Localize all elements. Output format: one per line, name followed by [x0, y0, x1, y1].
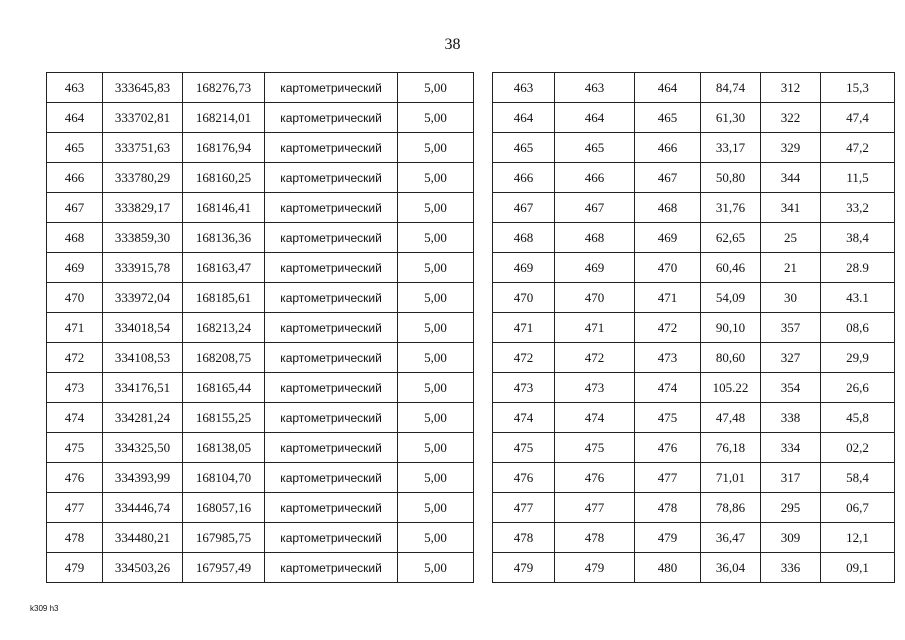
from-point-cell: 468: [555, 223, 635, 253]
y-coordinate-cell: 168136,36: [183, 223, 265, 253]
table-row: [47, 163, 474, 193]
from-point-cell: 478: [555, 523, 635, 553]
y-coordinate-cell: 168155,25: [183, 403, 265, 433]
point-number-cell: 471: [47, 313, 103, 343]
table-row: [47, 313, 474, 343]
x-coordinate-cell: 334018,54: [103, 313, 183, 343]
point-number-cell: 475: [47, 433, 103, 463]
table-row: [47, 523, 474, 553]
method-cell: картометрический: [265, 103, 398, 133]
y-coordinate-cell: 168208,75: [183, 343, 265, 373]
table-row: [493, 283, 895, 313]
length-cell: 47,48: [701, 403, 761, 433]
angle-degrees-cell: 309: [761, 523, 821, 553]
accuracy-cell: 5,00: [398, 313, 474, 343]
accuracy-cell: 5,00: [398, 193, 474, 223]
x-coordinate-cell: 334480,21: [103, 523, 183, 553]
table-row: [493, 253, 895, 283]
point-number-cell: 469: [47, 253, 103, 283]
table-row: [47, 463, 474, 493]
from-point-cell: 469: [555, 253, 635, 283]
row-number-cell: 473: [493, 373, 555, 403]
row-number-cell: 478: [493, 523, 555, 553]
from-point-cell: 464: [555, 103, 635, 133]
method-cell: картометрический: [265, 553, 398, 583]
table-row: [493, 523, 895, 553]
table-row: [493, 463, 895, 493]
angle-minutes-cell: 11,5: [821, 163, 895, 193]
row-number-cell: 469: [493, 253, 555, 283]
method-cell: картометрический: [265, 73, 398, 103]
to-point-cell: 478: [635, 493, 701, 523]
length-cell: 76,18: [701, 433, 761, 463]
from-point-cell: 467: [555, 193, 635, 223]
length-cell: 54,09: [701, 283, 761, 313]
table-row: [47, 133, 474, 163]
method-cell: картометрический: [265, 433, 398, 463]
angle-degrees-cell: 322: [761, 103, 821, 133]
from-point-cell: 476: [555, 463, 635, 493]
point-number-cell: 479: [47, 553, 103, 583]
angle-degrees-cell: 30: [761, 283, 821, 313]
x-coordinate-cell: 333972,04: [103, 283, 183, 313]
angle-degrees-cell: 354: [761, 373, 821, 403]
point-number-cell: 477: [47, 493, 103, 523]
row-number-cell: 465: [493, 133, 555, 163]
y-coordinate-cell: 168160,25: [183, 163, 265, 193]
angle-degrees-cell: 295: [761, 493, 821, 523]
accuracy-cell: 5,00: [398, 253, 474, 283]
angle-minutes-cell: 29,9: [821, 343, 895, 373]
method-cell: картометрический: [265, 343, 398, 373]
to-point-cell: 467: [635, 163, 701, 193]
table-row: [47, 373, 474, 403]
table-row: [47, 193, 474, 223]
angle-degrees-cell: 338: [761, 403, 821, 433]
to-point-cell: 472: [635, 313, 701, 343]
row-number-cell: 475: [493, 433, 555, 463]
y-coordinate-cell: 167957,49: [183, 553, 265, 583]
table-row: [47, 253, 474, 283]
accuracy-cell: 5,00: [398, 103, 474, 133]
x-coordinate-cell: 333859,30: [103, 223, 183, 253]
to-point-cell: 471: [635, 283, 701, 313]
table-row: [493, 313, 895, 343]
length-cell: 61,30: [701, 103, 761, 133]
point-number-cell: 473: [47, 373, 103, 403]
method-cell: картометрический: [265, 463, 398, 493]
table-row: [47, 553, 474, 583]
point-number-cell: 478: [47, 523, 103, 553]
y-coordinate-cell: 168176,94: [183, 133, 265, 163]
table-row: [47, 403, 474, 433]
method-cell: картометрический: [265, 493, 398, 523]
from-point-cell: 466: [555, 163, 635, 193]
method-cell: картометрический: [265, 163, 398, 193]
table-row: [493, 223, 895, 253]
y-coordinate-cell: 168214,01: [183, 103, 265, 133]
table-row: [493, 403, 895, 433]
angle-minutes-cell: 12,1: [821, 523, 895, 553]
point-number-cell: 474: [47, 403, 103, 433]
angle-degrees-cell: 21: [761, 253, 821, 283]
accuracy-cell: 5,00: [398, 163, 474, 193]
table-row: [47, 223, 474, 253]
x-coordinate-cell: 334281,24: [103, 403, 183, 433]
to-point-cell: 469: [635, 223, 701, 253]
length-cell: 36,04: [701, 553, 761, 583]
point-number-cell: 470: [47, 283, 103, 313]
accuracy-cell: 5,00: [398, 133, 474, 163]
angle-degrees-cell: 25: [761, 223, 821, 253]
table-row: [47, 433, 474, 463]
x-coordinate-cell: 334325,50: [103, 433, 183, 463]
table-row: [493, 553, 895, 583]
row-number-cell: 464: [493, 103, 555, 133]
point-number-cell: 464: [47, 103, 103, 133]
y-coordinate-cell: 168165,44: [183, 373, 265, 403]
from-point-cell: 477: [555, 493, 635, 523]
accuracy-cell: 5,00: [398, 283, 474, 313]
length-cell: 80,60: [701, 343, 761, 373]
row-number-cell: 471: [493, 313, 555, 343]
point-number-cell: 468: [47, 223, 103, 253]
angle-degrees-cell: 336: [761, 553, 821, 583]
to-point-cell: 477: [635, 463, 701, 493]
accuracy-cell: 5,00: [398, 433, 474, 463]
table-row: [493, 493, 895, 523]
length-cell: 33,17: [701, 133, 761, 163]
y-coordinate-cell: 168146,41: [183, 193, 265, 223]
y-coordinate-cell: 168057,16: [183, 493, 265, 523]
accuracy-cell: 5,00: [398, 73, 474, 103]
angle-minutes-cell: 43.1: [821, 283, 895, 313]
accuracy-cell: 5,00: [398, 493, 474, 523]
method-cell: картометрический: [265, 193, 398, 223]
angle-minutes-cell: 08,6: [821, 313, 895, 343]
angle-minutes-cell: 26,6: [821, 373, 895, 403]
table-row: [493, 133, 895, 163]
method-cell: картометрический: [265, 373, 398, 403]
y-coordinate-cell: 167985,75: [183, 523, 265, 553]
angle-degrees-cell: 327: [761, 343, 821, 373]
point-number-cell: 463: [47, 73, 103, 103]
row-number-cell: 463: [493, 73, 555, 103]
accuracy-cell: 5,00: [398, 403, 474, 433]
row-number-cell: 472: [493, 343, 555, 373]
row-number-cell: 479: [493, 553, 555, 583]
angle-minutes-cell: 58,4: [821, 463, 895, 493]
table-row: [47, 343, 474, 373]
footer-code: k309 h3: [30, 604, 59, 613]
angle-minutes-cell: 15,3: [821, 73, 895, 103]
method-cell: картометрический: [265, 253, 398, 283]
length-cell: 78,86: [701, 493, 761, 523]
angle-degrees-cell: 334: [761, 433, 821, 463]
table-row: [47, 283, 474, 313]
table-row: [47, 493, 474, 523]
table-row: [493, 73, 895, 103]
x-coordinate-cell: 333751,63: [103, 133, 183, 163]
from-point-cell: 473: [555, 373, 635, 403]
point-number-cell: 465: [47, 133, 103, 163]
length-cell: 84,74: [701, 73, 761, 103]
angle-degrees-cell: 357: [761, 313, 821, 343]
table-row: [493, 343, 895, 373]
x-coordinate-cell: 334446,74: [103, 493, 183, 523]
angle-minutes-cell: 06,7: [821, 493, 895, 523]
angle-minutes-cell: 33,2: [821, 193, 895, 223]
method-cell: картометрический: [265, 283, 398, 313]
row-number-cell: 474: [493, 403, 555, 433]
accuracy-cell: 5,00: [398, 463, 474, 493]
x-coordinate-cell: 333915,78: [103, 253, 183, 283]
accuracy-cell: 5,00: [398, 523, 474, 553]
angle-minutes-cell: 09,1: [821, 553, 895, 583]
x-coordinate-cell: 333829,17: [103, 193, 183, 223]
length-cell: 90,10: [701, 313, 761, 343]
angle-minutes-cell: 28.9: [821, 253, 895, 283]
from-point-cell: 471: [555, 313, 635, 343]
table-row: [493, 163, 895, 193]
to-point-cell: 480: [635, 553, 701, 583]
row-number-cell: 467: [493, 193, 555, 223]
to-point-cell: 466: [635, 133, 701, 163]
to-point-cell: 473: [635, 343, 701, 373]
point-number-cell: 466: [47, 163, 103, 193]
length-cell: 36,47: [701, 523, 761, 553]
from-point-cell: 479: [555, 553, 635, 583]
table-row: [47, 73, 474, 103]
to-point-cell: 475: [635, 403, 701, 433]
table-row: [493, 373, 895, 403]
from-point-cell: 475: [555, 433, 635, 463]
length-cell: 71,01: [701, 463, 761, 493]
row-number-cell: 476: [493, 463, 555, 493]
x-coordinate-cell: 334176,51: [103, 373, 183, 403]
angle-degrees-cell: 341: [761, 193, 821, 223]
length-cell: 50,80: [701, 163, 761, 193]
from-point-cell: 474: [555, 403, 635, 433]
angle-minutes-cell: 38,4: [821, 223, 895, 253]
x-coordinate-cell: 334503,26: [103, 553, 183, 583]
y-coordinate-cell: 168185,61: [183, 283, 265, 313]
to-point-cell: 476: [635, 433, 701, 463]
angle-degrees-cell: 344: [761, 163, 821, 193]
x-coordinate-cell: 334393,99: [103, 463, 183, 493]
accuracy-cell: 5,00: [398, 553, 474, 583]
x-coordinate-cell: 333702,81: [103, 103, 183, 133]
length-cell: 31,76: [701, 193, 761, 223]
point-number-cell: 467: [47, 193, 103, 223]
row-number-cell: 468: [493, 223, 555, 253]
y-coordinate-cell: 168138,05: [183, 433, 265, 463]
table-row: [493, 433, 895, 463]
y-coordinate-cell: 168213,24: [183, 313, 265, 343]
accuracy-cell: 5,00: [398, 223, 474, 253]
row-number-cell: 477: [493, 493, 555, 523]
from-point-cell: 463: [555, 73, 635, 103]
x-coordinate-cell: 334108,53: [103, 343, 183, 373]
to-point-cell: 474: [635, 373, 701, 403]
from-point-cell: 472: [555, 343, 635, 373]
to-point-cell: 470: [635, 253, 701, 283]
point-number-cell: 472: [47, 343, 103, 373]
x-coordinate-cell: 333780,29: [103, 163, 183, 193]
angle-degrees-cell: 317: [761, 463, 821, 493]
method-cell: картометрический: [265, 313, 398, 343]
table-row: [493, 103, 895, 133]
page-number: 38: [444, 36, 461, 53]
method-cell: картометрический: [265, 223, 398, 253]
angle-minutes-cell: 47,4: [821, 103, 895, 133]
coordinates-table: [46, 72, 474, 583]
to-point-cell: 464: [635, 73, 701, 103]
row-number-cell: 466: [493, 163, 555, 193]
table-row: [493, 193, 895, 223]
row-number-cell: 470: [493, 283, 555, 313]
y-coordinate-cell: 168104,70: [183, 463, 265, 493]
to-point-cell: 468: [635, 193, 701, 223]
accuracy-cell: 5,00: [398, 373, 474, 403]
from-point-cell: 465: [555, 133, 635, 163]
to-point-cell: 465: [635, 103, 701, 133]
from-point-cell: 470: [555, 283, 635, 313]
x-coordinate-cell: 333645,83: [103, 73, 183, 103]
angle-minutes-cell: 45,8: [821, 403, 895, 433]
y-coordinate-cell: 168276,73: [183, 73, 265, 103]
to-point-cell: 479: [635, 523, 701, 553]
angle-minutes-cell: 47,2: [821, 133, 895, 163]
angle-degrees-cell: 329: [761, 133, 821, 163]
table-row: [47, 103, 474, 133]
point-number-cell: 476: [47, 463, 103, 493]
length-cell: 60,46: [701, 253, 761, 283]
length-cell: 62,65: [701, 223, 761, 253]
y-coordinate-cell: 168163,47: [183, 253, 265, 283]
angle-degrees-cell: 312: [761, 73, 821, 103]
method-cell: картометрический: [265, 523, 398, 553]
angle-minutes-cell: 02,2: [821, 433, 895, 463]
accuracy-cell: 5,00: [398, 343, 474, 373]
length-cell: 105.22: [701, 373, 761, 403]
method-cell: картометрический: [265, 133, 398, 163]
segments-table: [492, 72, 895, 583]
method-cell: картометрический: [265, 403, 398, 433]
